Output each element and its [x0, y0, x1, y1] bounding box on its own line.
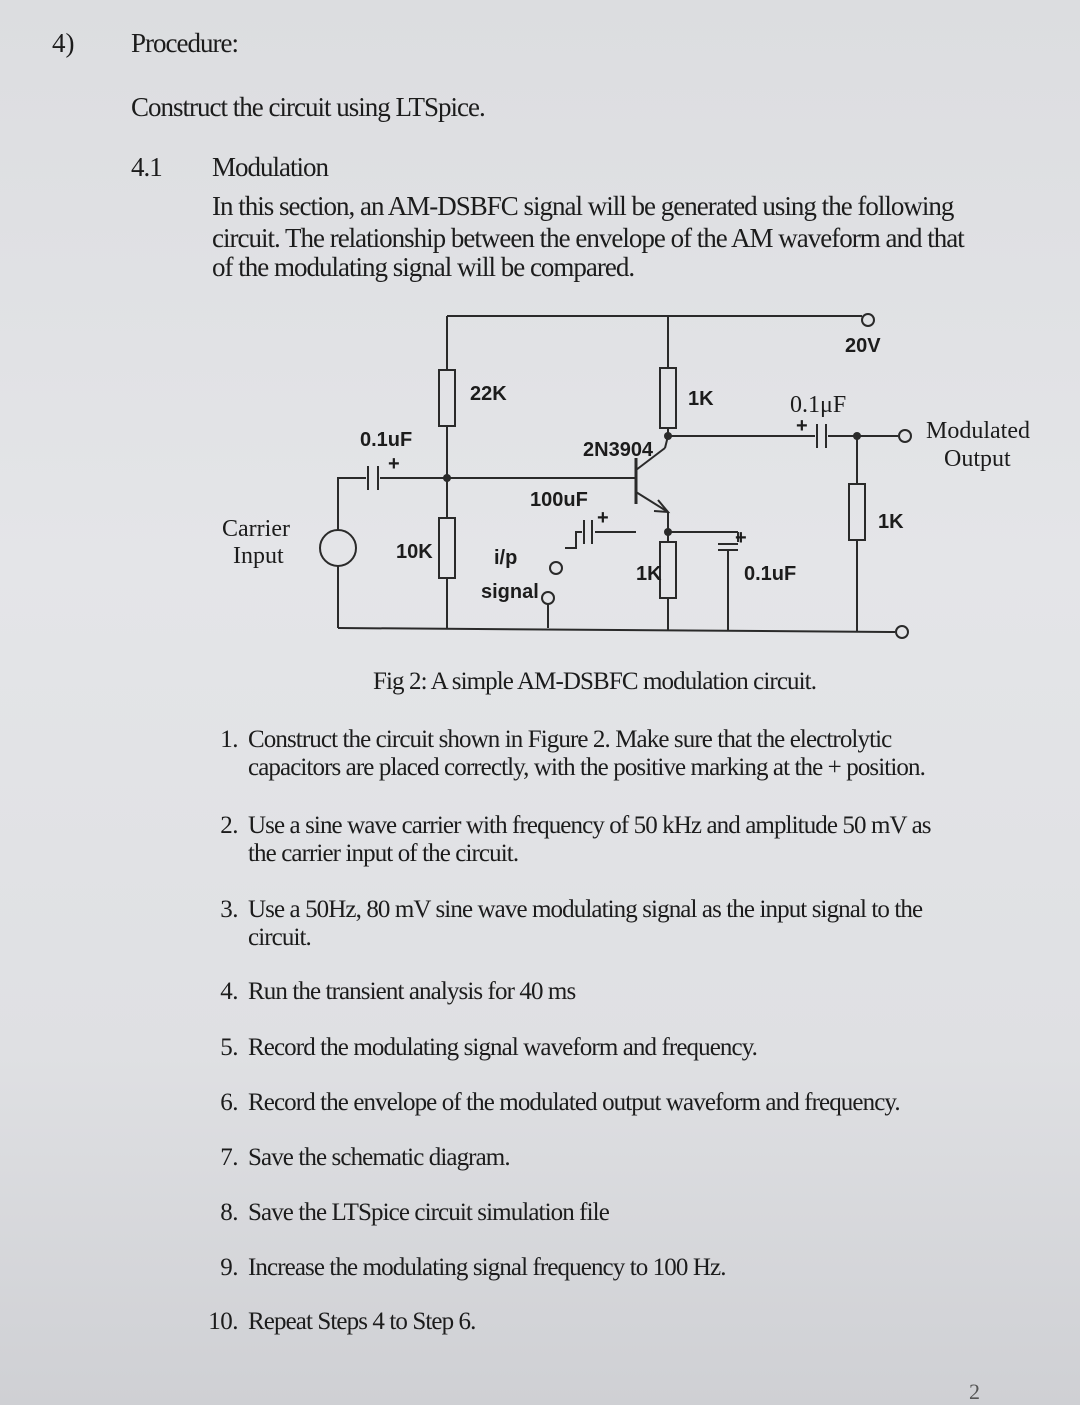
label-100uf: 100uF: [530, 489, 588, 511]
signal-terminal-top-icon: [550, 562, 562, 574]
step-text: Run the transient analysis for 40 ms: [248, 978, 576, 1005]
label-1k-load: 1K: [878, 511, 904, 533]
step-number: 6.: [220, 1089, 238, 1116]
intro-text: Construct the circuit using LTSpice.: [131, 92, 485, 122]
step-text: Construct the circuit shown in Figure 2. Make sure that the electrolytic: [248, 726, 892, 753]
step-text: Increase the modulating signal frequency to 100 Hz.: [248, 1254, 726, 1281]
subsection-title: Modulation: [212, 152, 328, 182]
label-plus: +: [796, 415, 808, 437]
wire: [338, 478, 366, 530]
label-22k: 22K: [470, 383, 507, 405]
label-output: Output: [944, 446, 1011, 472]
label-0.1uF-output: 0.1μF: [790, 392, 847, 418]
label-modulated: Modulated: [926, 418, 1030, 444]
subsection-number: 4.1: [131, 152, 162, 182]
wire: [668, 512, 738, 532]
junction-dot: [443, 474, 451, 482]
capacitor-output-icon: [817, 424, 826, 448]
paragraph-line: of the modulating signal will be compared.: [212, 252, 635, 282]
step-number: 5.: [220, 1034, 238, 1061]
wire: [565, 532, 582, 548]
supply-terminal-icon: [862, 314, 874, 326]
step-number: 1.: [220, 726, 238, 753]
label-plus: +: [735, 527, 747, 549]
label-input: Input: [233, 543, 284, 569]
label-carrier: Carrier: [222, 516, 290, 542]
label-2n3904: 2N3904: [583, 439, 654, 461]
resistor-1k-collector-icon: [660, 368, 676, 428]
step-text: Use a sine wave carrier with frequency of 50 kHz and amplitude 50 mV as: [248, 812, 931, 839]
resistor-22k-icon: [439, 370, 455, 426]
signal-terminal-bottom-icon: [542, 592, 554, 604]
junction-dot: [664, 432, 672, 440]
label-1k-emitter: 1K: [636, 563, 662, 585]
ground-terminal-icon: [896, 626, 908, 638]
capacitor-input-icon: [368, 466, 378, 490]
label-plus: +: [597, 507, 609, 529]
section-number: 4): [52, 28, 75, 58]
paragraph-line: circuit. The relationship between the envelope of the AM waveform and that: [212, 223, 964, 253]
carrier-source-icon: [320, 530, 356, 566]
junction-dot: [853, 432, 861, 440]
step-text: circuit.: [248, 924, 311, 951]
label-1k-collector: 1K: [688, 388, 714, 410]
page-number: 2: [969, 1379, 980, 1404]
step-text: Repeat Steps 4 to Step 6.: [248, 1308, 476, 1335]
capacitor-signal-icon: [584, 520, 592, 544]
step-text: Save the LTSpice circuit simulation file: [248, 1199, 609, 1226]
step-text: Save the schematic diagram.: [248, 1144, 510, 1171]
step-number: 7.: [220, 1144, 238, 1171]
label-10k: 10K: [396, 541, 433, 563]
step-text: Use a 50Hz, 80 mV sine wave modulating signal as the input signal to the: [248, 896, 923, 923]
section-title: Procedure:: [131, 28, 238, 58]
step-text: the carrier input of the circuit.: [248, 840, 519, 867]
step-number: 9.: [220, 1254, 238, 1281]
output-terminal-icon: [899, 430, 911, 442]
step-text: Record the envelope of the modulated output waveform and frequency.: [248, 1089, 900, 1116]
step-number: 10.: [208, 1308, 238, 1335]
resistor-1k-load-icon: [849, 484, 865, 540]
circuit-diagram: [0, 300, 1080, 660]
figure-caption: Fig 2: A simple AM-DSBFC modulation circuit.: [373, 668, 817, 695]
label-0.1uf-input: 0.1uF: [360, 429, 413, 451]
resistor-10k-icon: [439, 518, 455, 578]
step-number: 3.: [220, 896, 238, 923]
transistor-arrow-icon: [654, 500, 668, 512]
wire-bottom-rail: [338, 628, 895, 632]
label-20v: 20V: [845, 335, 881, 357]
paragraph-line: In this section, an AM-DSBFC signal will be generated using the following: [212, 191, 954, 221]
step-text: Record the modulating signal waveform and frequency.: [248, 1034, 758, 1061]
transistor-emitter-leg: [636, 492, 668, 512]
junction-dot: [664, 528, 672, 536]
step-number: 4.: [220, 978, 238, 1005]
label-plus: +: [388, 453, 400, 475]
step-text: capacitors are placed correctly, with the positive marking at the + position.: [248, 754, 925, 781]
label-0.1uf-emitter: 0.1uF: [744, 563, 797, 585]
step-number: 2.: [220, 812, 238, 839]
label-signal: signal: [481, 581, 539, 603]
step-number: 8.: [220, 1199, 238, 1226]
label-ip: i/p: [494, 547, 518, 569]
resistor-1k-emitter-icon: [660, 542, 676, 598]
